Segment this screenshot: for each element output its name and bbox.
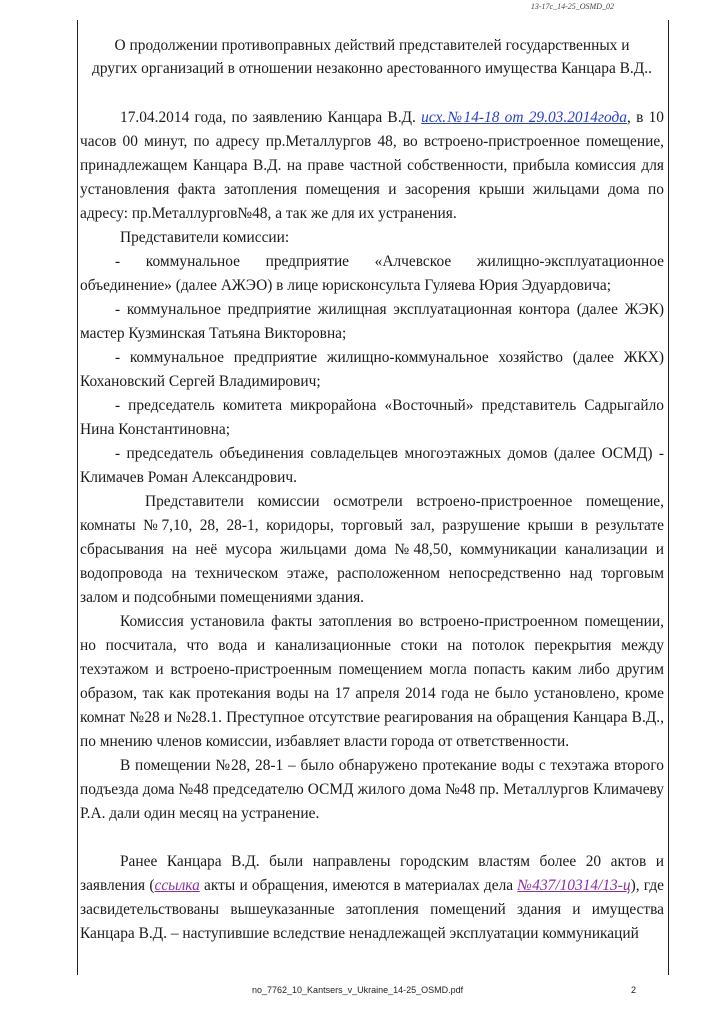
document-title xyxy=(80,34,664,80)
member-item-microdistrict: - председатель комитета микрорайона «Восточный» представитель Садрыгайло Нина Константиновна; xyxy=(80,397,664,438)
paragraph-inspection: Представители комиссии осмотрели встроено-пристроенное помещение, комнаты №7,10, 28, 28-1, коридоры, торговый зал, разрушение крыши в результате сбрасывания на неё мусора жильцами дома №48,50, коммуникации канализации и водопровода на техническом этаже, расположенном непосредственно над торговым залом и подсобными помещениями здания. xyxy=(80,493,664,606)
title-line-1: О продолжении противоправных действий представителей государственных и xyxy=(114,37,630,54)
page-number: 2 xyxy=(631,985,637,995)
members-heading: Представители комиссии: xyxy=(120,229,290,246)
member-item-zhkh: - коммунальное предприятие жилищно-коммунальное хозяйство (далее ЖКХ) Кохановский Сергей Владимирович; xyxy=(80,349,664,390)
acts-link[interactable]: ссылка xyxy=(154,877,200,894)
paragraph-visit-text-a: 17.04.2014 года, по заявлению Канцара В.Д. xyxy=(120,109,422,126)
title-line-2: других организаций в отношении незаконно арестованного имущества Канцара В.Д.. xyxy=(92,60,652,77)
paragraph-findings: Комиссия установила факты затопления во встроено-пристроенном помещении, но посчитала, что вода и канализационные стоки на потолок перекрытия между техэтажом и встроено-пристроенным помещением могла попасть каким либо другим образом, так как протекания воды на 17 апреля 2014 года не было установлено, кроме комнат №28 и №28.1. Преступное отсутствие реагирования на обращения Канцара В.Д., по мнению членов комиссии, избавляет власти города от ответственности. xyxy=(80,613,664,750)
document-page xyxy=(80,34,664,946)
paragraph-leak: В помещении №28, 28-1 – было обнаружено протекание воды с техэтажа второго подъезда дома №48 председателю ОСМД жилого дома №48 пр. Металлургов Климачеву Р.А. дали один месяц на устранение. xyxy=(80,757,664,822)
left-margin-line xyxy=(77,20,78,975)
paragraph-previous-text-c: ), где засвидетельствованы вышеуказанные затопления помещений здания и имущества Канцара В.Д. – наступившие вследствие ненадлежащей эксплуатации коммуникаций xyxy=(80,877,664,942)
paragraph-previous-text-b: акты и обращения, имеются в материалах дела xyxy=(199,877,518,894)
case-number-link[interactable]: №437/10314/13-ц xyxy=(517,877,631,894)
member-item-osmd: - председатель объединения совладельцев многоэтажных домов (далее ОСМД) - Климачев Роман Александрович. xyxy=(80,445,664,486)
paragraph-visit-text-b: , в 10 часов 00 минут, по адресу пр.Металлургов 48, во встроено-пристроенное помещение, принадлежащем Канцара В.Д. на праве частной собственности, прибыла комиссия для установления факта затопления помещения и засорения крыши жильцами дома по адресу: пр.Металлургов№48, а так же для их устранения. xyxy=(80,109,664,222)
member-item-azheo: - коммунальное предприятие «Алчевское жилищно-эксплуатационное объединение» (далее АЖЭО) в лице юрисконсульта Гуляева Юрия Эдуардовича; xyxy=(80,253,664,294)
footer-filename: no_7762_10_Kantsers_v_Ukraine_14-25_OSMD.pdf xyxy=(252,985,464,995)
paragraph-visit xyxy=(80,106,664,226)
document-reference-tag: 13-17c_14-25_OSMD_02 xyxy=(530,2,614,11)
member-item-zhek: - коммунальное предприятие жилищная эксплуатационная контора (далее ЖЭК) мастер Кузминская Татьяна Викторовна; xyxy=(80,301,664,342)
paragraph-previous-text-a: Ранее Канцара В.Д. были направлены городским властям более 20 актов и заявления ( xyxy=(80,853,664,894)
right-margin-line xyxy=(668,20,669,975)
paragraph-previous-acts xyxy=(80,850,664,946)
request-link[interactable]: исх.№14-18 от 29.03.2014года xyxy=(421,109,627,126)
